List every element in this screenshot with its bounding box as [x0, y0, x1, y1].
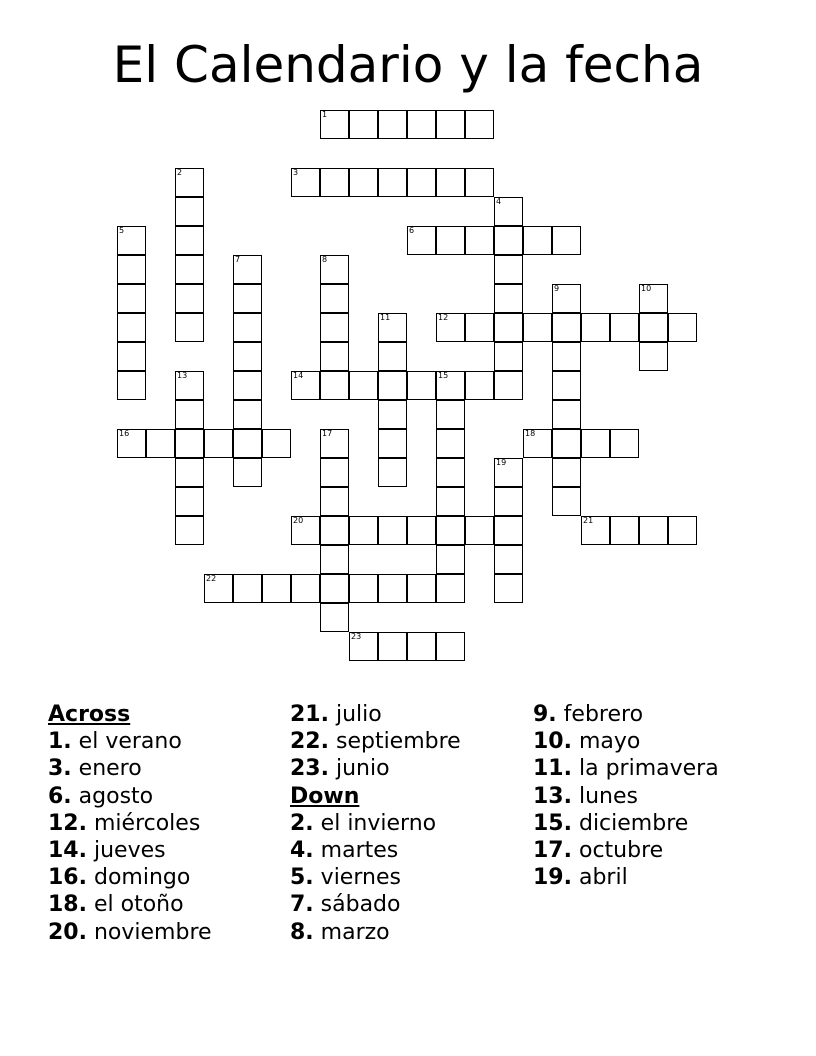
crossword-cell[interactable] — [668, 313, 697, 342]
clue-down-9: 9. febrero — [533, 702, 644, 727]
crossword-cell[interactable] — [175, 400, 204, 429]
crossword-cell[interactable] — [407, 226, 436, 255]
crossword-cell[interactable] — [349, 168, 378, 197]
clue-down-11: 11. la primavera — [533, 756, 719, 782]
crossword-cell[interactable] — [494, 458, 523, 487]
crossword-cell[interactable] — [436, 110, 465, 139]
clue-number: 6 — [409, 226, 415, 235]
crossword-cell[interactable] — [175, 516, 204, 545]
crossword-cell[interactable] — [552, 429, 581, 458]
crossword-cell[interactable] — [349, 632, 378, 661]
crossword-cell[interactable] — [175, 487, 204, 516]
crossword-cell[interactable] — [436, 371, 465, 400]
crossword-cell[interactable] — [233, 574, 262, 603]
crossword-cell[interactable] — [494, 342, 523, 371]
crossword-cell[interactable] — [204, 574, 233, 603]
clue-number: 4 — [496, 197, 502, 206]
crossword-cell[interactable] — [378, 516, 407, 545]
clue-number: 5 — [119, 226, 125, 235]
crossword-cell[interactable] — [175, 226, 204, 255]
clue-number: 13 — [177, 371, 188, 380]
crossword-cell[interactable] — [436, 632, 465, 661]
crossword-cell[interactable] — [610, 516, 639, 545]
clue-down-10: 10. mayo — [533, 729, 641, 755]
crossword-cell[interactable] — [291, 574, 320, 603]
crossword-cell[interactable] — [610, 313, 639, 342]
crossword-cell[interactable] — [320, 342, 349, 371]
crossword-cell[interactable] — [581, 429, 610, 458]
clue-down-4: 4. martes — [290, 838, 399, 864]
crossword-cell[interactable] — [117, 226, 146, 255]
crossword-cell[interactable] — [465, 226, 494, 255]
crossword-cell[interactable] — [175, 168, 204, 197]
crossword-cell[interactable] — [436, 545, 465, 574]
crossword-cell[interactable] — [233, 371, 262, 400]
crossword-cell[interactable] — [175, 284, 204, 313]
crossword-cell[interactable] — [552, 342, 581, 371]
clue-down-2: 2. el invierno — [290, 810, 437, 836]
crossword-cell[interactable] — [320, 429, 349, 458]
clue-number: 8 — [322, 255, 328, 264]
crossword-cell[interactable] — [320, 574, 349, 603]
crossword-cell[interactable] — [494, 313, 523, 342]
clue-across-22: 22. septiembre — [290, 729, 461, 755]
clue-down-19: 19. abril — [533, 865, 628, 891]
clue-number: 11 — [380, 313, 391, 322]
crossword-cell[interactable] — [436, 487, 465, 516]
crossword-cell[interactable] — [291, 168, 320, 197]
crossword-cell[interactable] — [349, 574, 378, 603]
crossword-cell[interactable] — [378, 429, 407, 458]
crossword-cell[interactable] — [291, 516, 320, 545]
clue-column-3 — [533, 701, 719, 891]
crossword-cell[interactable] — [378, 458, 407, 487]
crossword-cell[interactable] — [233, 429, 262, 458]
clue-number: 14 — [293, 371, 304, 380]
clue-across-1: 1. el verano — [48, 729, 182, 755]
crossword-cell[interactable] — [175, 197, 204, 226]
crossword-cell[interactable] — [523, 429, 552, 458]
crossword-cell[interactable] — [552, 400, 581, 429]
clue-down-5: 5. viernes — [290, 865, 401, 891]
clue-number: 10 — [641, 284, 652, 293]
clue-number: 21 — [583, 516, 594, 525]
crossword-cell[interactable] — [233, 313, 262, 342]
crossword-cell[interactable] — [494, 371, 523, 400]
crossword-cell[interactable] — [436, 458, 465, 487]
crossword-cell[interactable] — [465, 313, 494, 342]
clue-number: 18 — [525, 429, 536, 438]
crossword-cell[interactable] — [320, 110, 349, 139]
crossword-cell[interactable] — [349, 371, 378, 400]
crossword-cell[interactable] — [494, 516, 523, 545]
crossword-cell[interactable] — [117, 284, 146, 313]
crossword-cell[interactable] — [378, 400, 407, 429]
crossword-cell[interactable] — [581, 313, 610, 342]
crossword-cell[interactable] — [233, 400, 262, 429]
clue-number: 16 — [119, 429, 130, 438]
crossword-cell[interactable] — [494, 487, 523, 516]
crossword-cell[interactable] — [552, 487, 581, 516]
crossword-cell[interactable] — [175, 313, 204, 342]
crossword-cell[interactable] — [465, 168, 494, 197]
across-heading: Across — [48, 702, 131, 727]
crossword-cell[interactable] — [291, 371, 320, 400]
crossword-cell[interactable] — [320, 371, 349, 400]
crossword-cell[interactable] — [407, 516, 436, 545]
crossword-cell[interactable] — [175, 429, 204, 458]
crossword-cell[interactable] — [494, 226, 523, 255]
crossword-cell[interactable] — [320, 545, 349, 574]
crossword-cell[interactable] — [552, 458, 581, 487]
crossword-cell[interactable] — [407, 574, 436, 603]
crossword-cell[interactable] — [639, 284, 668, 313]
crossword-cell[interactable] — [349, 516, 378, 545]
clue-down-13: 13. lunes — [533, 783, 638, 809]
crossword-cell[interactable] — [117, 342, 146, 371]
down-heading: Down — [290, 783, 360, 809]
crossword-cell[interactable] — [436, 574, 465, 603]
crossword-cell[interactable] — [436, 429, 465, 458]
clue-number: 7 — [235, 255, 241, 264]
clue-number: 23 — [351, 632, 362, 641]
crossword-cell[interactable] — [204, 429, 233, 458]
crossword-cell[interactable] — [494, 545, 523, 574]
page-title: El Calendario y la fecha — [112, 36, 704, 94]
clue-number: 9 — [554, 284, 560, 293]
crossword-cell[interactable] — [117, 429, 146, 458]
crossword-cell[interactable] — [320, 255, 349, 284]
clue-across-20: 20. noviembre — [48, 919, 212, 945]
clue-number: 19 — [496, 458, 507, 467]
clue-number: 1 — [322, 110, 328, 119]
clue-number: 3 — [293, 168, 299, 177]
crossword-cell[interactable] — [320, 516, 349, 545]
clue-number: 22 — [206, 574, 217, 583]
crossword-cell[interactable] — [407, 632, 436, 661]
clue-down-7: 7. sábado — [290, 892, 401, 918]
crossword-cell[interactable] — [320, 168, 349, 197]
crossword-cell[interactable] — [436, 226, 465, 255]
crossword-cell[interactable] — [349, 110, 378, 139]
clue-across-21: 21. julio — [290, 702, 382, 727]
crossword-cell[interactable] — [233, 342, 262, 371]
crossword-cell[interactable] — [639, 516, 668, 545]
crossword-cell[interactable] — [175, 371, 204, 400]
clue-down-15: 15. diciembre — [533, 810, 689, 836]
crossword-cell[interactable] — [552, 313, 581, 342]
crossword-cell[interactable] — [233, 458, 262, 487]
crossword-cell[interactable] — [378, 632, 407, 661]
clue-across-23: 23. junio — [290, 756, 390, 782]
crossword-cell[interactable] — [175, 255, 204, 284]
crossword-cell[interactable] — [639, 313, 668, 342]
crossword-cell[interactable] — [320, 284, 349, 313]
crossword-cell[interactable] — [523, 226, 552, 255]
crossword-cell[interactable] — [407, 168, 436, 197]
clue-across-14: 14. jueves — [48, 838, 166, 864]
clue-column-2 — [290, 701, 461, 946]
crossword-cell[interactable] — [610, 429, 639, 458]
crossword-cell[interactable] — [436, 313, 465, 342]
crossword-cell[interactable] — [378, 574, 407, 603]
crossword-cell[interactable] — [494, 197, 523, 226]
clue-number: 15 — [438, 371, 449, 380]
crossword-cell[interactable] — [117, 313, 146, 342]
crossword-cell[interactable] — [378, 168, 407, 197]
crossword-cell[interactable] — [378, 342, 407, 371]
crossword-cell[interactable] — [465, 371, 494, 400]
crossword-cell[interactable] — [407, 110, 436, 139]
crossword-cell[interactable] — [494, 284, 523, 313]
crossword-cell[interactable] — [436, 400, 465, 429]
crossword-cell[interactable] — [117, 371, 146, 400]
clue-across-18: 18. el otoño — [48, 892, 184, 918]
clue-across-12: 12. miércoles — [48, 810, 201, 836]
crossword-cell[interactable] — [320, 458, 349, 487]
clue-number: 12 — [438, 313, 449, 322]
crossword-cell[interactable] — [320, 603, 349, 632]
crossword-cell[interactable] — [320, 313, 349, 342]
crossword-cell[interactable] — [407, 371, 436, 400]
crossword-cell[interactable] — [523, 313, 552, 342]
crossword-cell[interactable] — [378, 313, 407, 342]
crossword-cell[interactable] — [552, 226, 581, 255]
crossword-cell[interactable] — [233, 284, 262, 313]
crossword-cell[interactable] — [320, 487, 349, 516]
crossword-cell[interactable] — [436, 168, 465, 197]
crossword-cell[interactable] — [262, 429, 291, 458]
crossword-cell[interactable] — [494, 255, 523, 284]
crossword-cell[interactable] — [552, 371, 581, 400]
clue-down-8: 8. marzo — [290, 919, 390, 945]
crossword-cell[interactable] — [117, 255, 146, 284]
crossword-cell[interactable] — [378, 371, 407, 400]
crossword-cell[interactable] — [262, 574, 291, 603]
clue-across-3: 3. enero — [48, 756, 142, 782]
clue-down-17: 17. octubre — [533, 838, 664, 864]
crossword-cell[interactable] — [436, 516, 465, 545]
crossword-cell[interactable] — [639, 342, 668, 371]
clue-number: 17 — [322, 429, 333, 438]
crossword-cell[interactable] — [494, 574, 523, 603]
clue-number: 2 — [177, 168, 183, 177]
clue-across-16: 16. domingo — [48, 865, 191, 891]
crossword-cell[interactable] — [175, 458, 204, 487]
crossword-cell[interactable] — [552, 284, 581, 313]
crossword-cell[interactable] — [146, 429, 175, 458]
crossword-cell[interactable] — [465, 516, 494, 545]
crossword-cell[interactable] — [233, 255, 262, 284]
crossword-cell[interactable] — [465, 110, 494, 139]
crossword-cell[interactable] — [668, 516, 697, 545]
clue-across-6: 6. agosto — [48, 783, 154, 809]
crossword-cell[interactable] — [378, 110, 407, 139]
clue-number: 20 — [293, 516, 304, 525]
crossword-cell[interactable] — [581, 516, 610, 545]
clue-column-1 — [48, 701, 212, 946]
